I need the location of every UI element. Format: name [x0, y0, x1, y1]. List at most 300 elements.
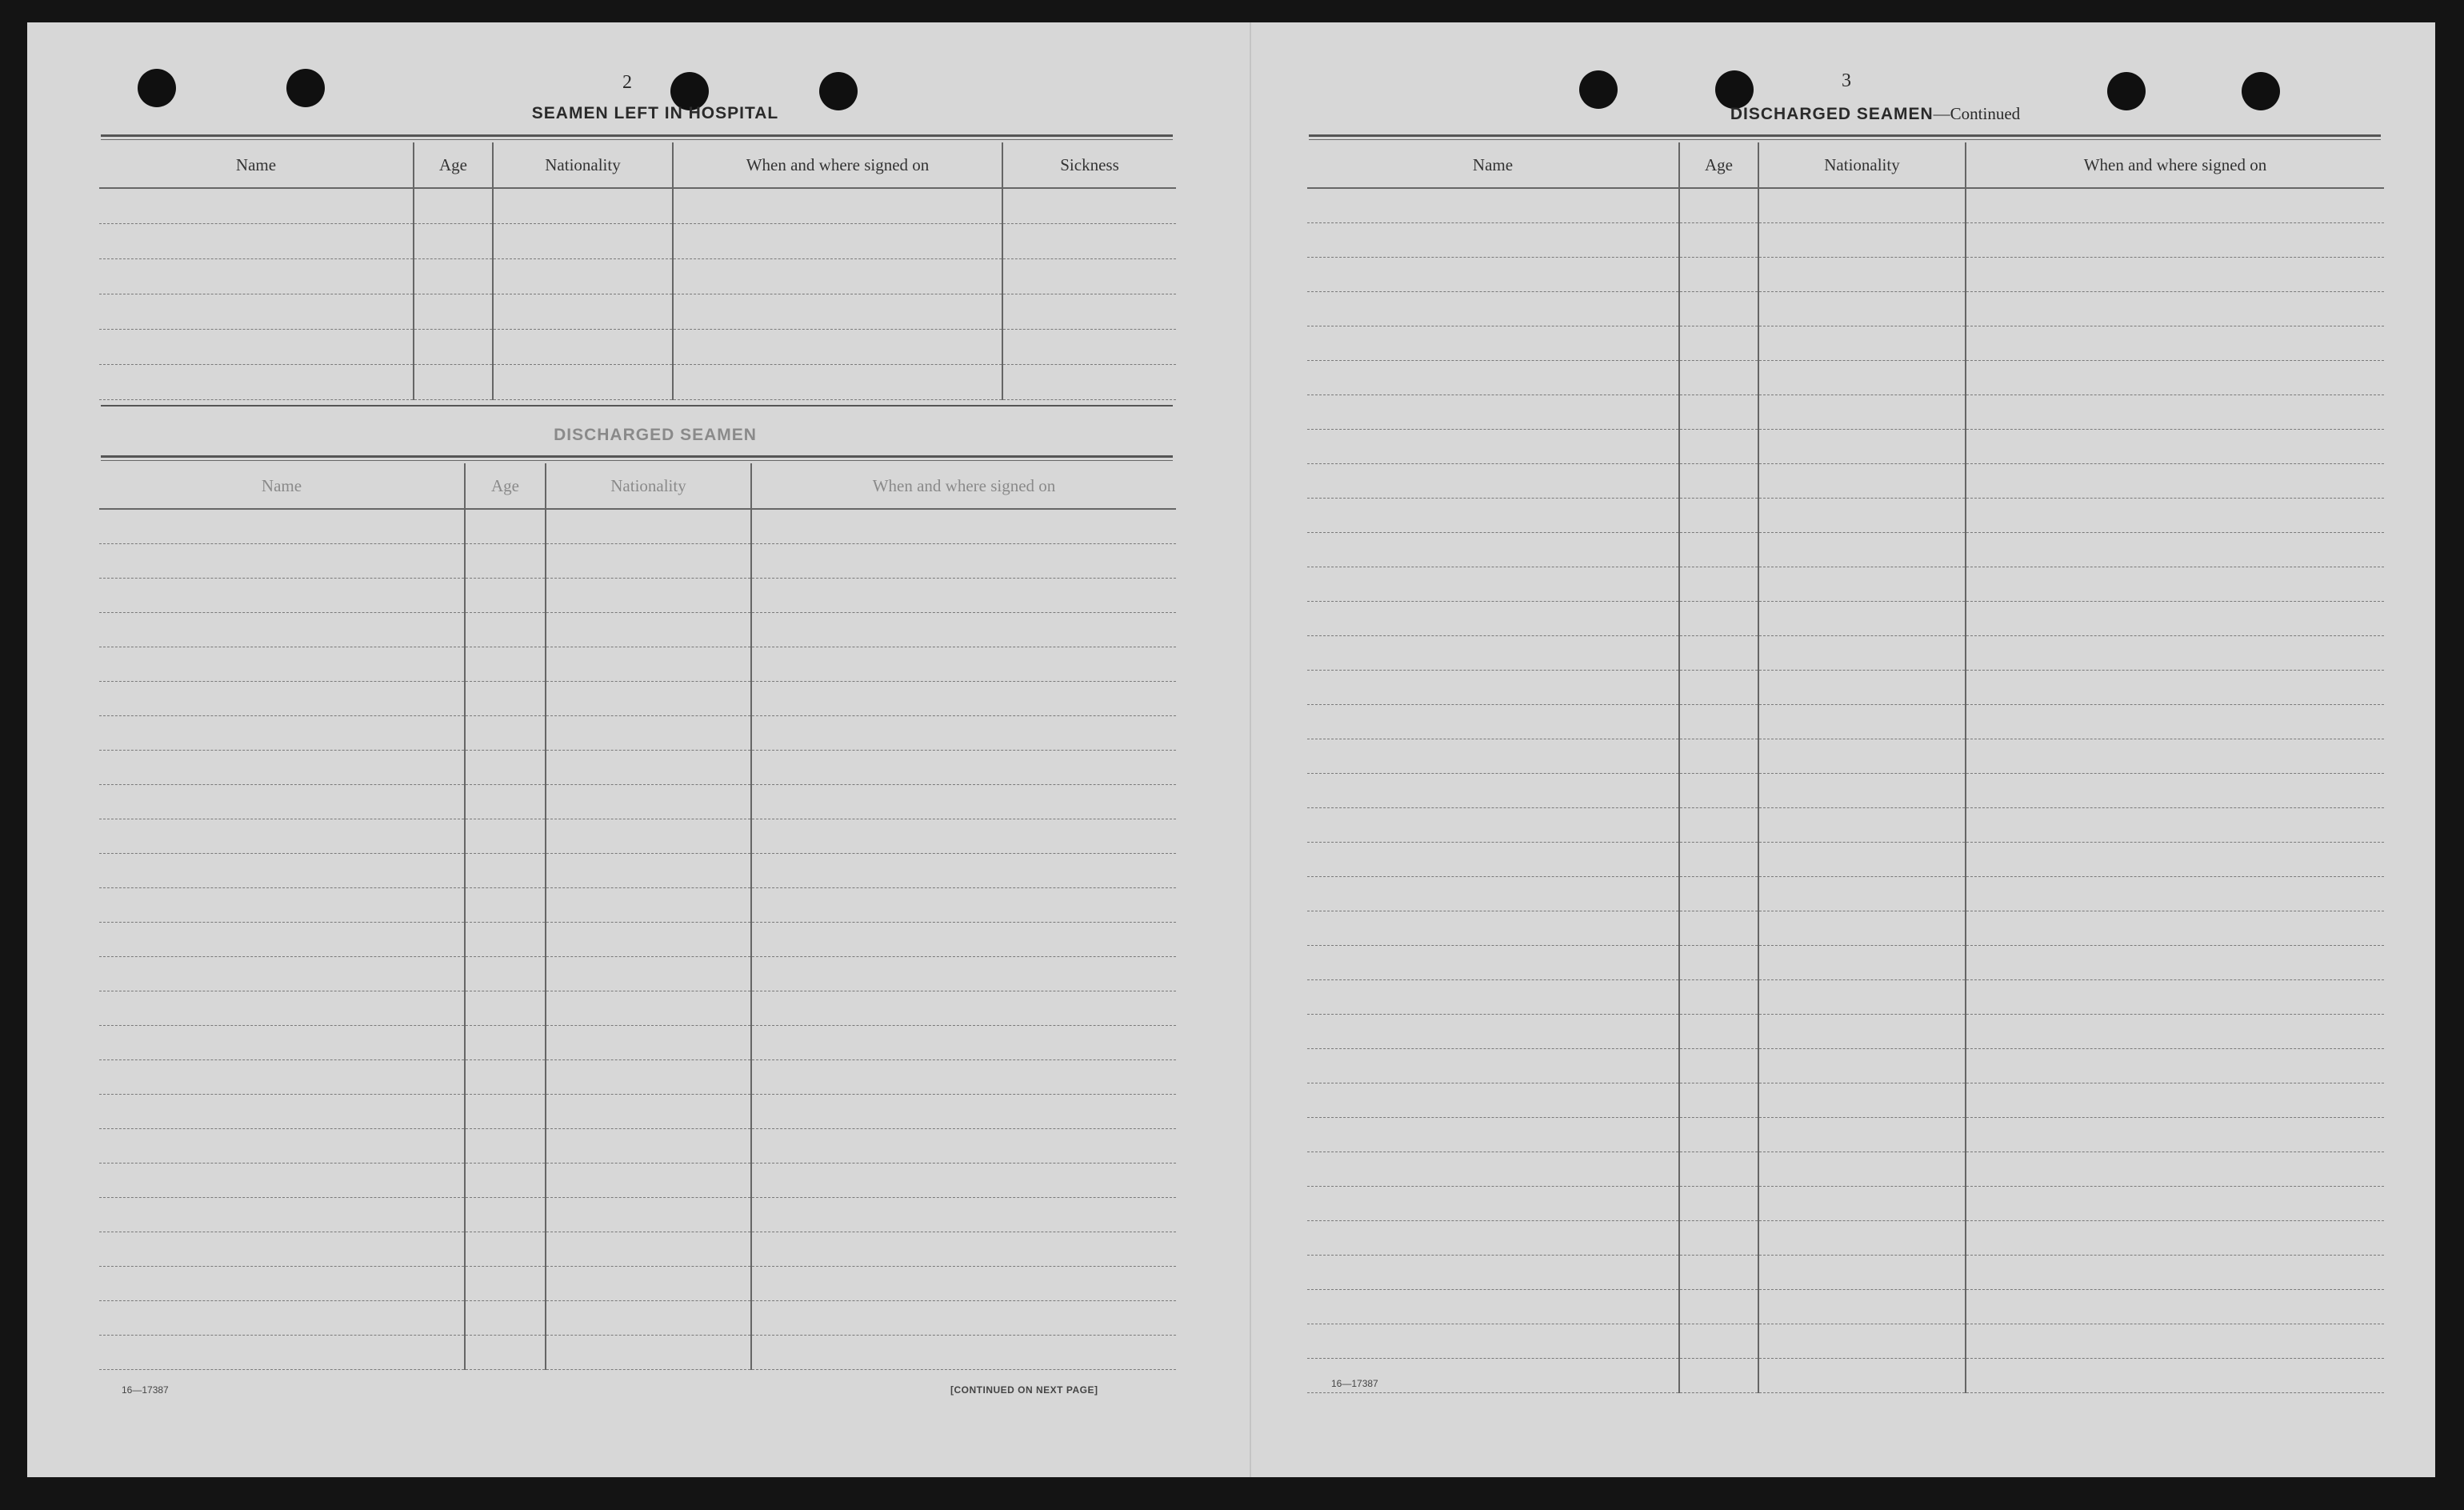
cell-nationality[interactable] [493, 258, 673, 294]
cell-name[interactable] [99, 1025, 465, 1059]
cell-when-and-where-signed-on[interactable] [751, 887, 1176, 922]
cell-when-and-where-signed-on[interactable] [1966, 635, 2384, 670]
cell-age[interactable] [1679, 1324, 1758, 1358]
cell-when-and-where-signed-on[interactable] [751, 1197, 1176, 1232]
cell-when-and-where-signed-on[interactable] [751, 1094, 1176, 1128]
cell-nationality[interactable] [1758, 876, 1966, 911]
cell-when-and-where-signed-on[interactable] [673, 294, 1002, 329]
cell-name[interactable] [1307, 704, 1679, 739]
cell-sickness[interactable] [1002, 223, 1176, 258]
cell-age[interactable] [465, 784, 546, 819]
cell-age[interactable] [465, 1266, 546, 1300]
cell-when-and-where-signed-on[interactable] [1966, 291, 2384, 326]
cell-age[interactable] [1679, 1289, 1758, 1324]
table-row [1307, 498, 2384, 532]
cell-when-and-where-signed-on[interactable] [751, 819, 1176, 853]
cell-when-and-where-signed-on[interactable] [751, 1232, 1176, 1266]
cell-when-and-where-signed-on[interactable] [751, 750, 1176, 784]
cell-sickness[interactable] [1002, 364, 1176, 399]
cell-when-and-where-signed-on[interactable] [673, 188, 1002, 223]
cell-nationality[interactable] [546, 1094, 751, 1128]
cell-when-and-where-signed-on[interactable] [1966, 188, 2384, 222]
cell-when-and-where-signed-on[interactable] [1966, 842, 2384, 876]
cell-age[interactable] [1679, 1152, 1758, 1186]
table-row [1307, 1083, 2384, 1117]
cell-when-and-where-signed-on[interactable] [1966, 257, 2384, 291]
cell-age[interactable] [414, 364, 493, 399]
cell-when-and-where-signed-on[interactable] [1966, 1289, 2384, 1324]
cell-name[interactable] [99, 715, 465, 750]
cell-when-and-where-signed-on[interactable] [1966, 532, 2384, 567]
cell-name[interactable] [99, 887, 465, 922]
cell-when-and-where-signed-on[interactable] [751, 853, 1176, 887]
cell-age[interactable] [414, 329, 493, 364]
cell-nationality[interactable] [546, 543, 751, 578]
cell-when-and-where-signed-on[interactable] [1966, 739, 2384, 773]
cell-age[interactable] [1679, 360, 1758, 395]
table-row [1307, 739, 2384, 773]
cell-age[interactable] [465, 922, 546, 956]
cell-nationality[interactable] [493, 294, 673, 329]
cell-when-and-where-signed-on[interactable] [1966, 1324, 2384, 1358]
cell-age[interactable] [414, 258, 493, 294]
cell-age[interactable] [465, 1094, 546, 1128]
cell-age[interactable] [1679, 979, 1758, 1014]
cell-when-and-where-signed-on[interactable] [751, 1128, 1176, 1163]
cell-age[interactable] [1679, 739, 1758, 773]
cell-nationality[interactable] [546, 1266, 751, 1300]
cell-nationality[interactable] [1758, 1255, 1966, 1289]
cell-age[interactable] [1679, 429, 1758, 463]
cell-age[interactable] [1679, 222, 1758, 257]
cell-age[interactable] [465, 1300, 546, 1335]
table-row [99, 1059, 1176, 1094]
cell-when-and-where-signed-on[interactable] [751, 509, 1176, 543]
cell-when-and-where-signed-on[interactable] [1966, 670, 2384, 704]
cell-nationality[interactable] [1758, 429, 1966, 463]
cell-name[interactable] [1307, 1117, 1679, 1152]
cell-nationality[interactable] [546, 509, 751, 543]
cell-when-and-where-signed-on[interactable] [751, 1266, 1176, 1300]
cell-age[interactable] [1679, 532, 1758, 567]
cell-name[interactable] [1307, 1220, 1679, 1255]
cell-name[interactable] [99, 578, 465, 612]
cell-name[interactable] [99, 364, 414, 399]
cell-name[interactable] [99, 294, 414, 329]
cell-age[interactable] [1679, 326, 1758, 360]
cell-nationality[interactable] [1758, 1186, 1966, 1220]
cell-name[interactable] [99, 188, 414, 223]
cell-nationality[interactable] [1758, 842, 1966, 876]
cell-when-and-where-signed-on[interactable] [751, 922, 1176, 956]
cell-name[interactable] [1307, 842, 1679, 876]
column-header-name: Name [1307, 142, 1679, 188]
cell-name[interactable] [1307, 876, 1679, 911]
cell-age[interactable] [465, 853, 546, 887]
cell-when-and-where-signed-on[interactable] [1966, 429, 2384, 463]
cell-nationality[interactable] [1758, 1014, 1966, 1048]
cell-age[interactable] [1679, 498, 1758, 532]
cell-age[interactable] [465, 1128, 546, 1163]
table-row [1307, 567, 2384, 601]
cell-when-and-where-signed-on[interactable] [1966, 498, 2384, 532]
column-header-when-and-where-signed-on: When and where signed on [673, 142, 1002, 188]
cell-name[interactable] [99, 329, 414, 364]
table-row [99, 329, 1176, 364]
cell-sickness[interactable] [1002, 329, 1176, 364]
cell-age[interactable] [1679, 635, 1758, 670]
cell-nationality[interactable] [546, 853, 751, 887]
cell-nationality[interactable] [493, 364, 673, 399]
cell-sickness[interactable] [1002, 188, 1176, 223]
cell-name[interactable] [99, 1094, 465, 1128]
cell-age[interactable] [1679, 876, 1758, 911]
cell-age[interactable] [1679, 773, 1758, 807]
cell-name[interactable] [1307, 188, 1679, 222]
cell-name[interactable] [99, 1232, 465, 1266]
cell-when-and-where-signed-on[interactable] [751, 578, 1176, 612]
cell-nationality[interactable] [1758, 1048, 1966, 1083]
cell-when-and-where-signed-on[interactable] [1966, 945, 2384, 979]
cell-name[interactable] [1307, 1152, 1679, 1186]
cell-age[interactable] [414, 223, 493, 258]
cell-name[interactable] [99, 681, 465, 715]
cell-when-and-where-signed-on[interactable] [751, 1025, 1176, 1059]
cell-age[interactable] [465, 612, 546, 647]
cell-nationality[interactable] [1758, 704, 1966, 739]
cell-name[interactable] [1307, 395, 1679, 429]
table-row [1307, 945, 2384, 979]
cell-nationality[interactable] [1758, 1289, 1966, 1324]
cell-when-and-where-signed-on[interactable] [1966, 979, 2384, 1014]
column-header-name: Name [99, 463, 465, 509]
cell-name[interactable] [99, 784, 465, 819]
continued-title-suffix: —Continued [1933, 104, 2021, 123]
cell-age[interactable] [465, 647, 546, 681]
cell-name[interactable] [1307, 326, 1679, 360]
cell-age[interactable] [465, 509, 546, 543]
cell-nationality[interactable] [546, 750, 751, 784]
table-row [1307, 635, 2384, 670]
cell-nationality[interactable] [546, 1128, 751, 1163]
cell-when-and-where-signed-on[interactable] [1966, 807, 2384, 842]
cell-name[interactable] [1307, 360, 1679, 395]
cell-age[interactable] [1679, 945, 1758, 979]
cell-name[interactable] [1307, 1048, 1679, 1083]
cell-when-and-where-signed-on[interactable] [1966, 601, 2384, 635]
cell-nationality[interactable] [546, 1163, 751, 1197]
cell-name[interactable] [1307, 1083, 1679, 1117]
cell-nationality[interactable] [1758, 1324, 1966, 1358]
cell-nationality[interactable] [493, 223, 673, 258]
cell-when-and-where-signed-on[interactable] [751, 1163, 1176, 1197]
cell-age[interactable] [465, 715, 546, 750]
cell-age[interactable] [1679, 1117, 1758, 1152]
cell-age[interactable] [1679, 1358, 1758, 1392]
cell-age[interactable] [465, 543, 546, 578]
cell-name[interactable] [99, 1163, 465, 1197]
cell-nationality[interactable] [546, 578, 751, 612]
page-fold [1250, 22, 1251, 1477]
cell-nationality[interactable] [1758, 291, 1966, 326]
cell-age[interactable] [1679, 1014, 1758, 1048]
cell-nationality[interactable] [546, 1335, 751, 1369]
cell-age[interactable] [1679, 670, 1758, 704]
cell-nationality[interactable] [1758, 911, 1966, 945]
cell-name[interactable] [1307, 429, 1679, 463]
cell-when-and-where-signed-on[interactable] [751, 956, 1176, 991]
cell-age[interactable] [465, 681, 546, 715]
cell-nationality[interactable] [1758, 807, 1966, 842]
discharged-title-rule [101, 455, 1173, 458]
cell-age[interactable] [1679, 704, 1758, 739]
cell-age[interactable] [1679, 1220, 1758, 1255]
cell-when-and-where-signed-on[interactable] [1966, 1186, 2384, 1220]
continued-table [1307, 142, 2384, 1393]
table-row [99, 1335, 1176, 1369]
cell-nationality[interactable] [1758, 326, 1966, 360]
cell-nationality[interactable] [546, 647, 751, 681]
cell-when-and-where-signed-on[interactable] [1966, 1152, 2384, 1186]
table-row [1307, 1358, 2384, 1392]
cell-age[interactable] [465, 1059, 546, 1094]
cell-nationality[interactable] [546, 1232, 751, 1266]
cell-age[interactable] [465, 1335, 546, 1369]
cell-name[interactable] [1307, 463, 1679, 498]
cell-nationality[interactable] [1758, 1220, 1966, 1255]
cell-name[interactable] [99, 1128, 465, 1163]
cell-nationality[interactable] [546, 784, 751, 819]
cell-name[interactable] [99, 1300, 465, 1335]
cell-name[interactable] [1307, 979, 1679, 1014]
cell-age[interactable] [1679, 601, 1758, 635]
cell-nationality[interactable] [1758, 222, 1966, 257]
hospital-table-bottom-rule [101, 405, 1173, 407]
cell-nationality[interactable] [1758, 360, 1966, 395]
cell-when-and-where-signed-on[interactable] [1966, 326, 2384, 360]
cell-name[interactable] [1307, 567, 1679, 601]
cell-nationality[interactable] [1758, 1117, 1966, 1152]
footer-code-left: 16—17387 [122, 1384, 169, 1396]
cell-age[interactable] [414, 188, 493, 223]
cell-name[interactable] [1307, 1186, 1679, 1220]
cell-name[interactable] [1307, 635, 1679, 670]
column-header-when-and-where-signed-on: When and where signed on [751, 463, 1176, 509]
cell-age[interactable] [465, 750, 546, 784]
cell-name[interactable] [1307, 1255, 1679, 1289]
cell-nationality[interactable] [493, 188, 673, 223]
cell-when-and-where-signed-on[interactable] [751, 1335, 1176, 1369]
cell-age[interactable] [465, 819, 546, 853]
cell-name[interactable] [1307, 670, 1679, 704]
cell-name[interactable] [99, 223, 414, 258]
cell-name[interactable] [99, 647, 465, 681]
cell-name[interactable] [1307, 911, 1679, 945]
cell-nationality[interactable] [546, 991, 751, 1025]
cell-nationality[interactable] [546, 887, 751, 922]
cell-nationality[interactable] [546, 922, 751, 956]
cell-when-and-where-signed-on[interactable] [673, 258, 1002, 294]
cell-age[interactable] [1679, 807, 1758, 842]
cell-when-and-where-signed-on[interactable] [751, 647, 1176, 681]
cell-name[interactable] [99, 509, 465, 543]
cell-when-and-where-signed-on[interactable] [1966, 222, 2384, 257]
cell-age[interactable] [1679, 188, 1758, 222]
cell-age[interactable] [1679, 1186, 1758, 1220]
cell-nationality[interactable] [1758, 739, 1966, 773]
cell-name[interactable] [99, 1335, 465, 1369]
cell-when-and-where-signed-on[interactable] [1966, 360, 2384, 395]
table-row [99, 956, 1176, 991]
cell-name[interactable] [1307, 1289, 1679, 1324]
cell-nationality[interactable] [546, 819, 751, 853]
cell-name[interactable] [99, 956, 465, 991]
cell-name[interactable] [99, 1197, 465, 1232]
cell-sickness[interactable] [1002, 294, 1176, 329]
cell-when-and-where-signed-on[interactable] [1966, 773, 2384, 807]
cell-when-and-where-signed-on[interactable] [1966, 911, 2384, 945]
cell-nationality[interactable] [1758, 1152, 1966, 1186]
cell-age[interactable] [465, 1232, 546, 1266]
cell-name[interactable] [1307, 1014, 1679, 1048]
cell-name[interactable] [99, 1266, 465, 1300]
table-row [99, 647, 1176, 681]
cell-when-and-where-signed-on[interactable] [1966, 704, 2384, 739]
cell-age[interactable] [414, 294, 493, 329]
cell-name[interactable] [1307, 498, 1679, 532]
cell-name[interactable] [1307, 532, 1679, 567]
table-row [99, 1300, 1176, 1335]
cell-age[interactable] [1679, 1255, 1758, 1289]
cell-when-and-where-signed-on[interactable] [751, 1300, 1176, 1335]
cell-nationality[interactable] [1758, 463, 1966, 498]
cell-nationality[interactable] [1758, 498, 1966, 532]
cell-nationality[interactable] [1758, 635, 1966, 670]
cell-name[interactable] [99, 853, 465, 887]
cell-when-and-where-signed-on[interactable] [751, 715, 1176, 750]
cell-nationality[interactable] [1758, 567, 1966, 601]
cell-age[interactable] [465, 1025, 546, 1059]
cell-age[interactable] [1679, 567, 1758, 601]
cell-nationality[interactable] [1758, 1083, 1966, 1117]
cell-name[interactable] [1307, 773, 1679, 807]
cell-nationality[interactable] [546, 1300, 751, 1335]
cell-age[interactable] [465, 991, 546, 1025]
cell-nationality[interactable] [546, 1197, 751, 1232]
cell-nationality[interactable] [1758, 257, 1966, 291]
cell-nationality[interactable] [1758, 979, 1966, 1014]
cell-when-and-where-signed-on[interactable] [751, 543, 1176, 578]
cell-age[interactable] [465, 887, 546, 922]
cell-when-and-where-signed-on[interactable] [1966, 395, 2384, 429]
cell-when-and-where-signed-on[interactable] [1966, 1358, 2384, 1392]
cell-name[interactable] [1307, 1324, 1679, 1358]
cell-name[interactable] [1307, 807, 1679, 842]
cell-name[interactable] [99, 258, 414, 294]
cell-name[interactable] [99, 543, 465, 578]
table-row [1307, 326, 2384, 360]
cell-age[interactable] [1679, 257, 1758, 291]
cell-name[interactable] [1307, 601, 1679, 635]
discharged-table-body [99, 509, 1176, 1369]
cell-nationality[interactable] [546, 1059, 751, 1094]
cell-nationality[interactable] [493, 329, 673, 364]
cell-sickness[interactable] [1002, 258, 1176, 294]
cell-when-and-where-signed-on[interactable] [1966, 1117, 2384, 1152]
cell-name[interactable] [1307, 945, 1679, 979]
cell-when-and-where-signed-on[interactable] [1966, 1014, 2384, 1048]
cell-nationality[interactable] [1758, 945, 1966, 979]
cell-nationality[interactable] [546, 681, 751, 715]
cell-when-and-where-signed-on[interactable] [751, 1059, 1176, 1094]
cell-age[interactable] [1679, 842, 1758, 876]
table-row [1307, 532, 2384, 567]
cell-when-and-where-signed-on[interactable] [751, 612, 1176, 647]
cell-name[interactable] [99, 819, 465, 853]
cell-name[interactable] [99, 1059, 465, 1094]
cell-name[interactable] [1307, 291, 1679, 326]
cell-name[interactable] [99, 612, 465, 647]
table-row [99, 223, 1176, 258]
cell-when-and-where-signed-on[interactable] [751, 991, 1176, 1025]
cell-nationality[interactable] [546, 956, 751, 991]
table-row [1307, 876, 2384, 911]
cell-age[interactable] [465, 578, 546, 612]
cell-when-and-where-signed-on[interactable] [1966, 876, 2384, 911]
cell-age[interactable] [1679, 291, 1758, 326]
cell-name[interactable] [1307, 222, 1679, 257]
cell-when-and-where-signed-on[interactable] [673, 223, 1002, 258]
cell-age[interactable] [1679, 395, 1758, 429]
cell-nationality[interactable] [546, 715, 751, 750]
cell-nationality[interactable] [1758, 532, 1966, 567]
cell-age[interactable] [1679, 1083, 1758, 1117]
cell-when-and-where-signed-on[interactable] [1966, 1083, 2384, 1117]
cell-when-and-where-signed-on[interactable] [751, 784, 1176, 819]
table-row [99, 188, 1176, 223]
cell-age[interactable] [465, 956, 546, 991]
cell-nationality[interactable] [1758, 773, 1966, 807]
cell-age[interactable] [465, 1197, 546, 1232]
cell-when-and-where-signed-on[interactable] [673, 329, 1002, 364]
cell-nationality[interactable] [1758, 1358, 1966, 1392]
cell-when-and-where-signed-on[interactable] [1966, 1220, 2384, 1255]
cell-when-and-where-signed-on[interactable] [673, 364, 1002, 399]
cell-name[interactable] [99, 991, 465, 1025]
cell-name[interactable] [1307, 739, 1679, 773]
cell-nationality[interactable] [546, 612, 751, 647]
cell-when-and-where-signed-on[interactable] [1966, 1255, 2384, 1289]
cell-name[interactable] [1307, 257, 1679, 291]
table-row [99, 364, 1176, 399]
cell-name[interactable] [99, 750, 465, 784]
cell-age[interactable] [1679, 463, 1758, 498]
cell-nationality[interactable] [1758, 188, 1966, 222]
cell-name[interactable] [99, 922, 465, 956]
table-row [1307, 807, 2384, 842]
cell-nationality[interactable] [1758, 395, 1966, 429]
cell-age[interactable] [1679, 1048, 1758, 1083]
cell-when-and-where-signed-on[interactable] [1966, 1048, 2384, 1083]
cell-when-and-where-signed-on[interactable] [1966, 463, 2384, 498]
cell-age[interactable] [1679, 911, 1758, 945]
cell-nationality[interactable] [546, 1025, 751, 1059]
cell-nationality[interactable] [1758, 670, 1966, 704]
cell-age[interactable] [465, 1163, 546, 1197]
cell-when-and-where-signed-on[interactable] [1966, 567, 2384, 601]
cell-when-and-where-signed-on[interactable] [751, 681, 1176, 715]
cell-nationality[interactable] [1758, 601, 1966, 635]
